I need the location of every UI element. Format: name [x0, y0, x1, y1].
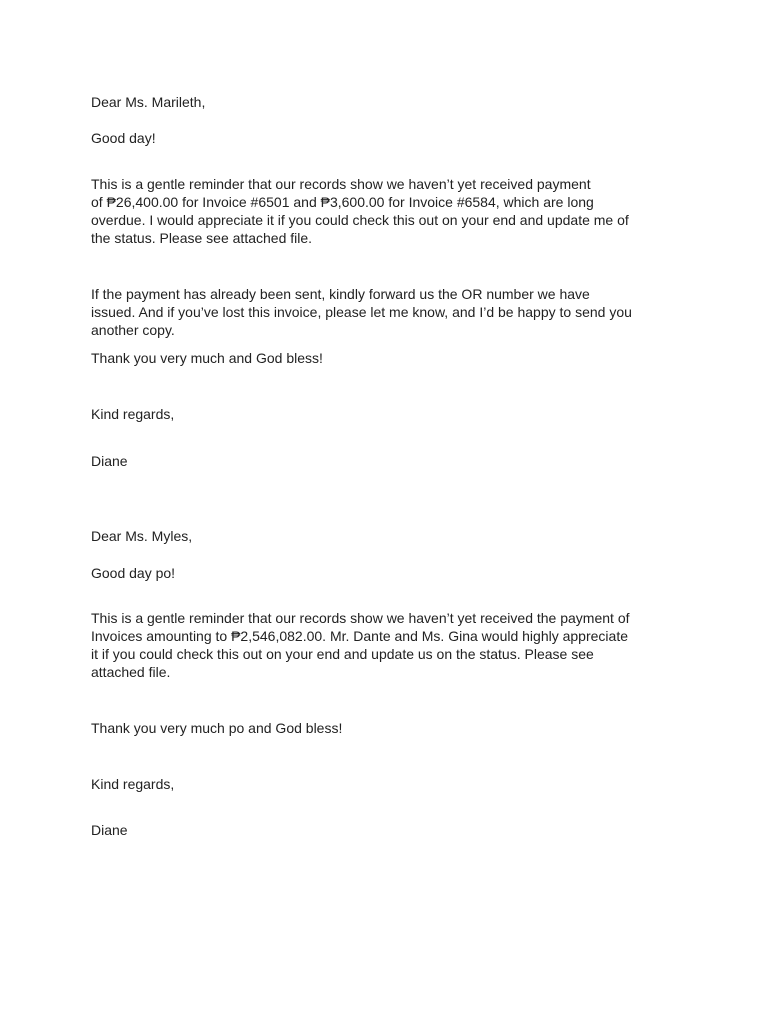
- body-line: issued. And if you’ve lost this invoice, please let me know, and I’d be happy to send you: [91, 304, 632, 320]
- body-line: This is a gentle reminder that our records show we haven’t yet received payment: [91, 176, 591, 192]
- closing-1: Kind regards,: [91, 406, 175, 422]
- closing-2: Kind regards,: [91, 776, 175, 792]
- thanks-1: Thank you very much and God bless!: [91, 350, 323, 366]
- greeting-2: Good day po!: [91, 565, 176, 581]
- signature-2: Diane: [91, 822, 128, 838]
- body-line: attached file.: [91, 664, 171, 680]
- body-line: it if you could check this out on your end and update us on the status. Please see: [91, 646, 594, 662]
- body-line: another copy.: [91, 322, 175, 338]
- body-line: the status. Please see attached file.: [91, 230, 313, 246]
- body-line: Invoices amounting to ₱2,546,082.00. Mr. Dante and Ms. Gina would highly appreciate: [91, 628, 628, 644]
- salutation-1: Dear Ms. Marileth,: [91, 94, 206, 110]
- body-line: This is a gentle reminder that our records show we haven’t yet received the payment of: [91, 610, 630, 626]
- greeting-1: Good day!: [91, 130, 156, 146]
- body-line: overdue. I would appreciate it if you could check this out on your end and update me of: [91, 212, 629, 228]
- body-line: of ₱26,400.00 for Invoice #6501 and ₱3,600.00 for Invoice #6584, which are long: [91, 194, 594, 210]
- salutation-2: Dear Ms. Myles,: [91, 528, 193, 544]
- signature-1: Diane: [91, 453, 128, 469]
- body-line: If the payment has already been sent, kindly forward us the OR number we have: [91, 286, 590, 302]
- thanks-2: Thank you very much po and God bless!: [91, 720, 343, 736]
